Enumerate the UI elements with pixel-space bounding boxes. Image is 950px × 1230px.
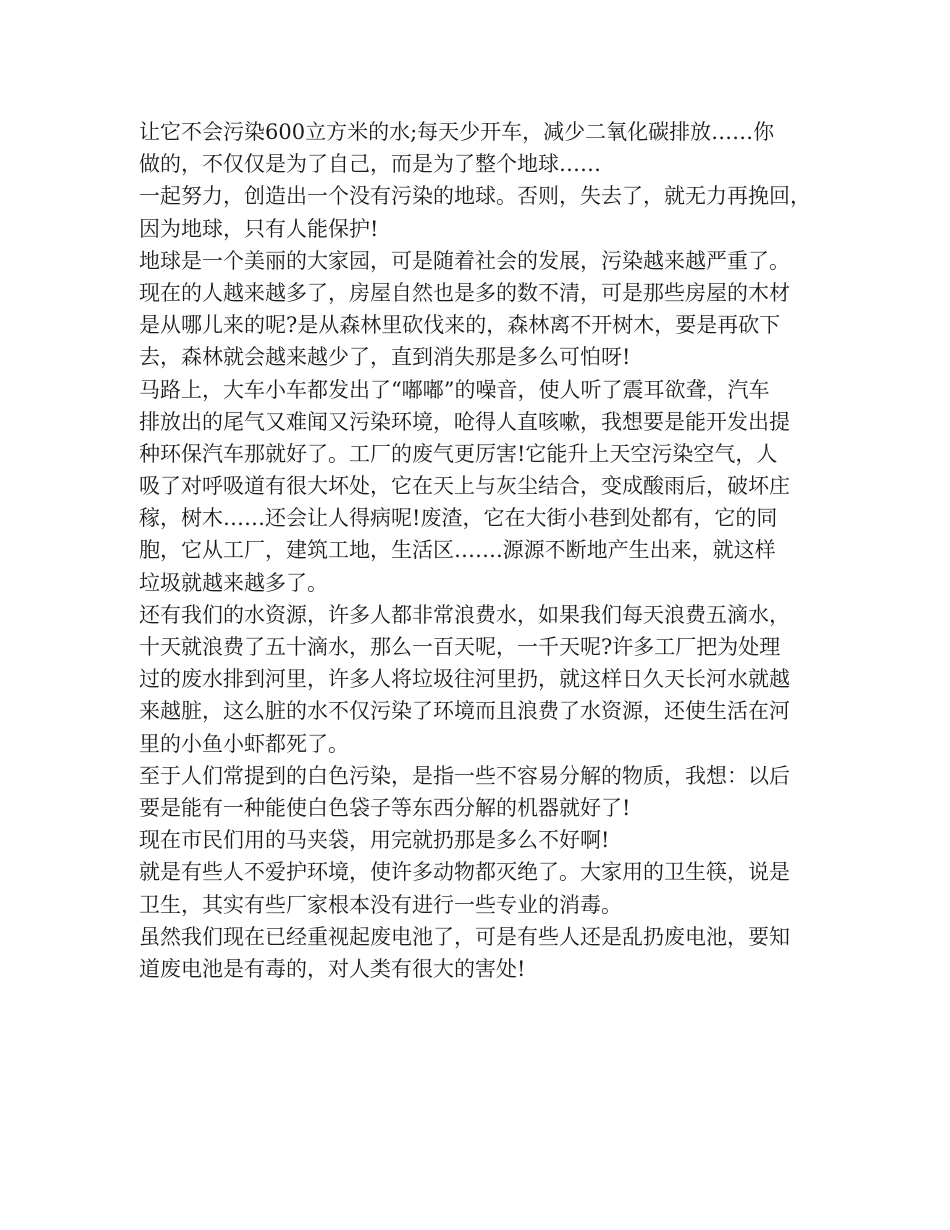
- text-line: 还有我们的水资源，许多人都非常浪费水，如果我们每天浪费五滴水，: [139, 602, 790, 627]
- text-line: 现在市民们用的马夹袋，用完就扔那是多么不好啊!: [139, 828, 610, 853]
- text-line: 至于人们常提到的白色污染，是指一些不容易分解的物质，我想：以后: [139, 763, 790, 788]
- text-line: 垃圾就越来越多了。: [139, 570, 328, 595]
- document-body: [139, 116, 829, 985]
- text-line: 一起努力，创造出一个没有污染的地球。否则，失去了，就无力再挽回，: [139, 184, 811, 209]
- text-line: 让它不会污染600立方米的水;每天少开车，减少二氧化碳排放……你: [139, 120, 775, 144]
- text-line: 吸了对呼吸道有很大坏处，它在天上与灰尘结合，变成酸雨后，破坏庄: [139, 474, 790, 499]
- text-line: 排放出的尾气又难闻又污染环境，呛得人直咳嗽，我想要是能开发出提: [139, 409, 790, 434]
- text-line: 道废电池是有毒的，对人类有很大的害处!: [139, 956, 526, 981]
- text-line: 稼，树木……还会让人得病呢!废渣，它在大街小巷到处都有，它的同: [139, 506, 778, 531]
- text-line: 去，森林就会越来越少了，直到消失那是多么可怕呀!: [139, 345, 631, 370]
- text-line: 种环保汽车那就好了。工厂的废气更厉害!它能升上天空污染空气，人: [139, 441, 778, 466]
- text-line: 因为地球，只有人能保护!: [139, 216, 379, 241]
- text-line: 马路上，大车小车都发出了“嘟嘟”的噪音，使人听了震耳欲聋，汽车: [139, 377, 770, 402]
- text-line: 胞，它从工厂，建筑工地，生活区…….源源不断地产生出来，就这样: [139, 538, 776, 563]
- text-line: 要是能有一种能使白色袋子等东西分解的机器就好了!: [139, 795, 631, 820]
- text-line: 卫生，其实有些厂家根本没有进行一些专业的消毒。: [139, 892, 622, 917]
- text-line: 十天就浪费了五十滴水，那么一百天呢，一千天呢?许多工厂把为处理: [139, 635, 781, 659]
- text-line: 地球是一个美丽的大家园，可是随着社会的发展，污染越来越严重了。: [139, 248, 790, 273]
- text-line: 过的废水排到河里，许多人将垃圾往河里扔，就这样日久天长河水就越: [139, 667, 790, 692]
- text-line: 现在的人越来越多了，房屋自然也是多的数不清，可是那些房屋的木材: [139, 280, 790, 305]
- text-line: 来越脏，这么脏的水不仅污染了环境而且浪费了水资源，还使生活在河: [139, 699, 790, 724]
- text-line: 就是有些人不爱护环境，使许多动物都灭绝了。大家用的卫生筷，说是: [139, 860, 790, 885]
- text-line: 虽然我们现在已经重视起废电池了，可是有些人还是乱扔废电池，要知: [139, 924, 790, 949]
- text-line: 里的小鱼小虾都死了。: [139, 731, 349, 756]
- text-line: 是从哪儿来的呢?是从森林里砍伐来的，森林离不开树木，要是再砍下: [139, 313, 781, 338]
- text-line: 做的，不仅仅是为了自己，而是为了整个地球……: [139, 152, 601, 177]
